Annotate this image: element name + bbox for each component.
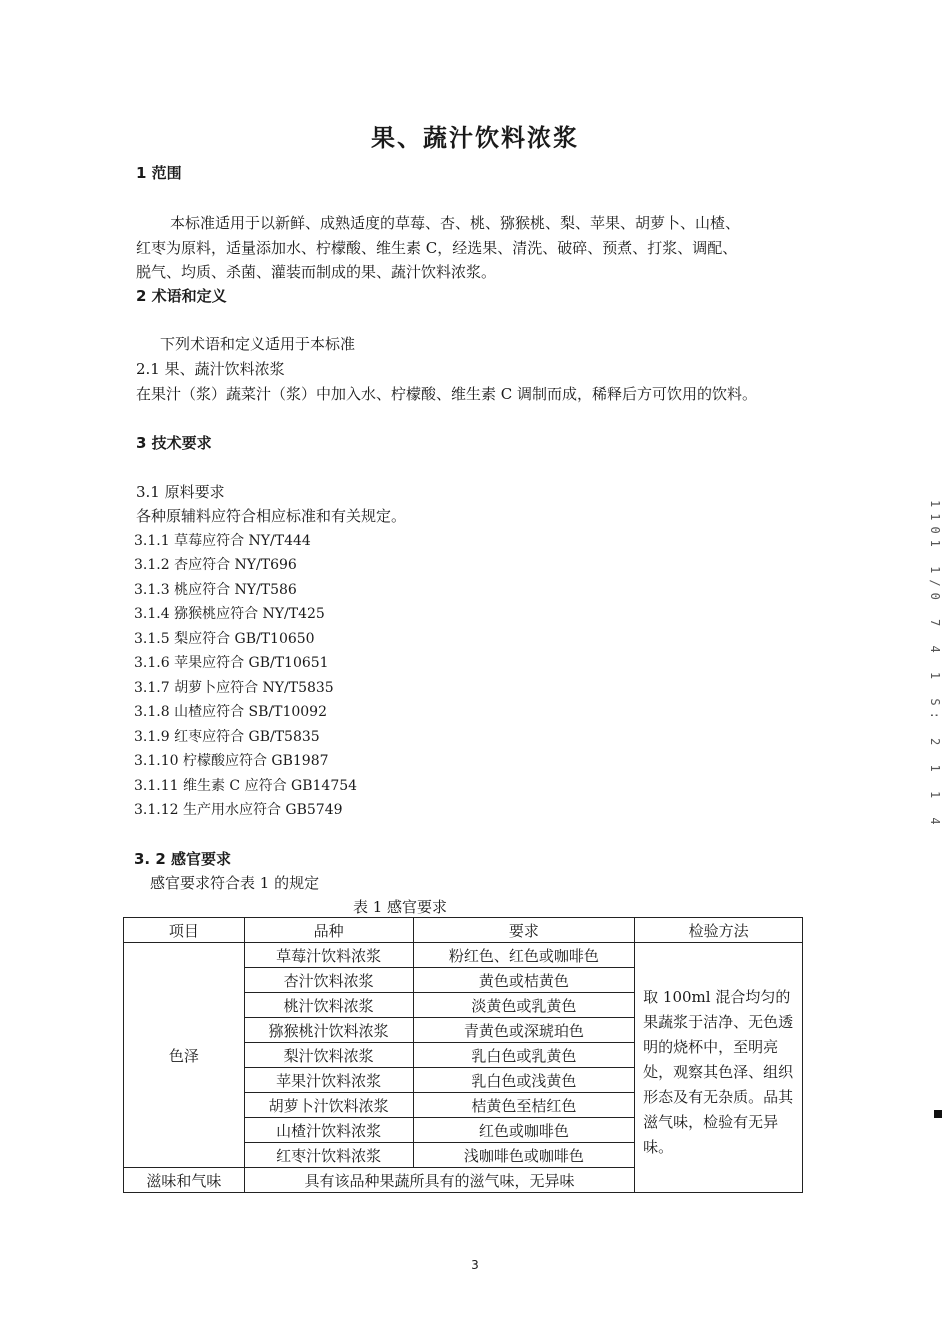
section-1-line-3: 脱气、均质、杀菌、灌装而制成的果、蔬汁饮料浓浆。	[136, 263, 497, 281]
page-title: 果、蔬汁饮料浓浆	[371, 124, 579, 152]
variety-cell: 山楂汁饮料浓浆	[244, 1118, 413, 1143]
sensory-requirements-table	[123, 917, 803, 1193]
section-1-line-2: 红枣为原料，适量添加水、柠檬酸、维生素 C，经选果、清洗、破碎、预煮、打浆、调配、	[136, 239, 738, 257]
material-item: 3.1.10 柠檬酸应符合 GB1987	[134, 753, 329, 769]
requirement-cell: 黄色或桔黄色	[413, 968, 635, 993]
material-item: 3.1.7 胡萝卜应符合 NY/T5835	[134, 680, 334, 696]
variety-cell: 桃汁饮料浓浆	[244, 993, 413, 1018]
material-item: 3.1.11 维生素 C 应符合 GB14754	[134, 778, 358, 794]
variety-cell: 梨汁饮料浓浆	[244, 1043, 413, 1068]
section-2-1-definition: 在果汁（浆）蔬菜汁（浆）中加入水、柠檬酸、维生素 C 调制而成，稀释后方可饮用的饮料。	[136, 385, 758, 403]
section-2-heading: 2 术语和定义	[136, 287, 227, 305]
section-1-heading: 1 范围	[136, 164, 182, 182]
table-header-row	[124, 918, 803, 943]
requirement-cell: 红色或咖啡色	[413, 1118, 635, 1143]
table-row	[124, 943, 803, 968]
method-cell: 取 100ml 混合均匀的果蔬浆于洁净、无色透明的烧杯中，至明亮处，观察其色泽、组织形态及有无杂质。品其滋气味，检验有无异味。	[635, 943, 803, 1193]
variety-cell: 红枣汁饮料浓浆	[244, 1143, 413, 1168]
section-2-intro: 下列术语和定义适用于本标准	[160, 335, 356, 353]
material-item: 3.1.4 猕猴桃应符合 NY/T425	[134, 606, 325, 622]
variety-cell: 苹果汁饮料浓浆	[244, 1068, 413, 1093]
variety-cell: 草莓汁饮料浓浆	[244, 943, 413, 968]
section-3-1-intro: 各种原辅料应符合相应标准和有关规定。	[136, 507, 407, 525]
requirement-cell: 粉红色、红色或咖啡色	[413, 943, 635, 968]
material-item: 3.1.5 梨应符合 GB/T10650	[134, 631, 315, 647]
requirement-cell: 乳白色或乳黄色	[413, 1043, 635, 1068]
material-item: 3.1.12 生产用水应符合 GB5749	[134, 802, 343, 818]
variety-cell: 猕猴桃汁饮料浓浆	[244, 1018, 413, 1043]
header-requirement: 要求	[413, 918, 635, 943]
section-1-line-1: 本标准适用于以新鲜、成熟适度的草莓、杏、桃、猕猴桃、梨、苹果、胡萝卜、山楂、	[170, 214, 741, 232]
section-3-1-heading: 3.1 原料要求	[136, 483, 225, 501]
variety-cell: 杏汁饮料浓浆	[244, 968, 413, 993]
material-item: 3.1.1 草莓应符合 NY/T444	[134, 533, 311, 549]
taste-label-cell: 滋味和气味	[124, 1168, 245, 1193]
requirement-cell: 乳白色或浅黄色	[413, 1068, 635, 1093]
material-item: 3.1.3 桃应符合 NY/T586	[134, 582, 297, 598]
side-stamp-text: 1101 1/0 7 4 1 S: 2 1 1 4	[928, 500, 942, 831]
material-item: 3.1.6 苹果应符合 GB/T10651	[134, 655, 329, 671]
section-3-heading: 3 技术要求	[136, 434, 212, 452]
header-variety: 品种	[244, 918, 413, 943]
requirement-cell: 浅咖啡色或咖啡色	[413, 1143, 635, 1168]
side-mark	[934, 1110, 942, 1118]
material-item: 3.1.8 山楂应符合 SB/T10092	[134, 704, 327, 720]
section-3-2-heading: 3. 2 感官要求	[134, 850, 232, 868]
material-item: 3.1.9 红枣应符合 GB/T5835	[134, 729, 320, 745]
color-label-cell: 色泽	[124, 943, 245, 1168]
section-3-2-intro: 感官要求符合表 1 的规定	[150, 874, 320, 892]
taste-requirement-cell: 具有该品种果蔬所具有的滋气味，无异味	[244, 1168, 634, 1193]
page-number: 3	[471, 1258, 479, 1272]
variety-cell: 胡萝卜汁饮料浓浆	[244, 1093, 413, 1118]
header-method: 检验方法	[635, 918, 803, 943]
section-2-1-heading: 2.1 果、蔬汁饮料浓浆	[136, 360, 285, 378]
requirement-cell: 淡黄色或乳黄色	[413, 993, 635, 1018]
requirement-cell: 青黄色或深琥珀色	[413, 1018, 635, 1043]
table-caption: 表 1 感官要求	[352, 898, 448, 916]
header-item: 项目	[124, 918, 245, 943]
requirement-cell: 桔黄色至桔红色	[413, 1093, 635, 1118]
material-item: 3.1.2 杏应符合 NY/T696	[134, 557, 297, 573]
